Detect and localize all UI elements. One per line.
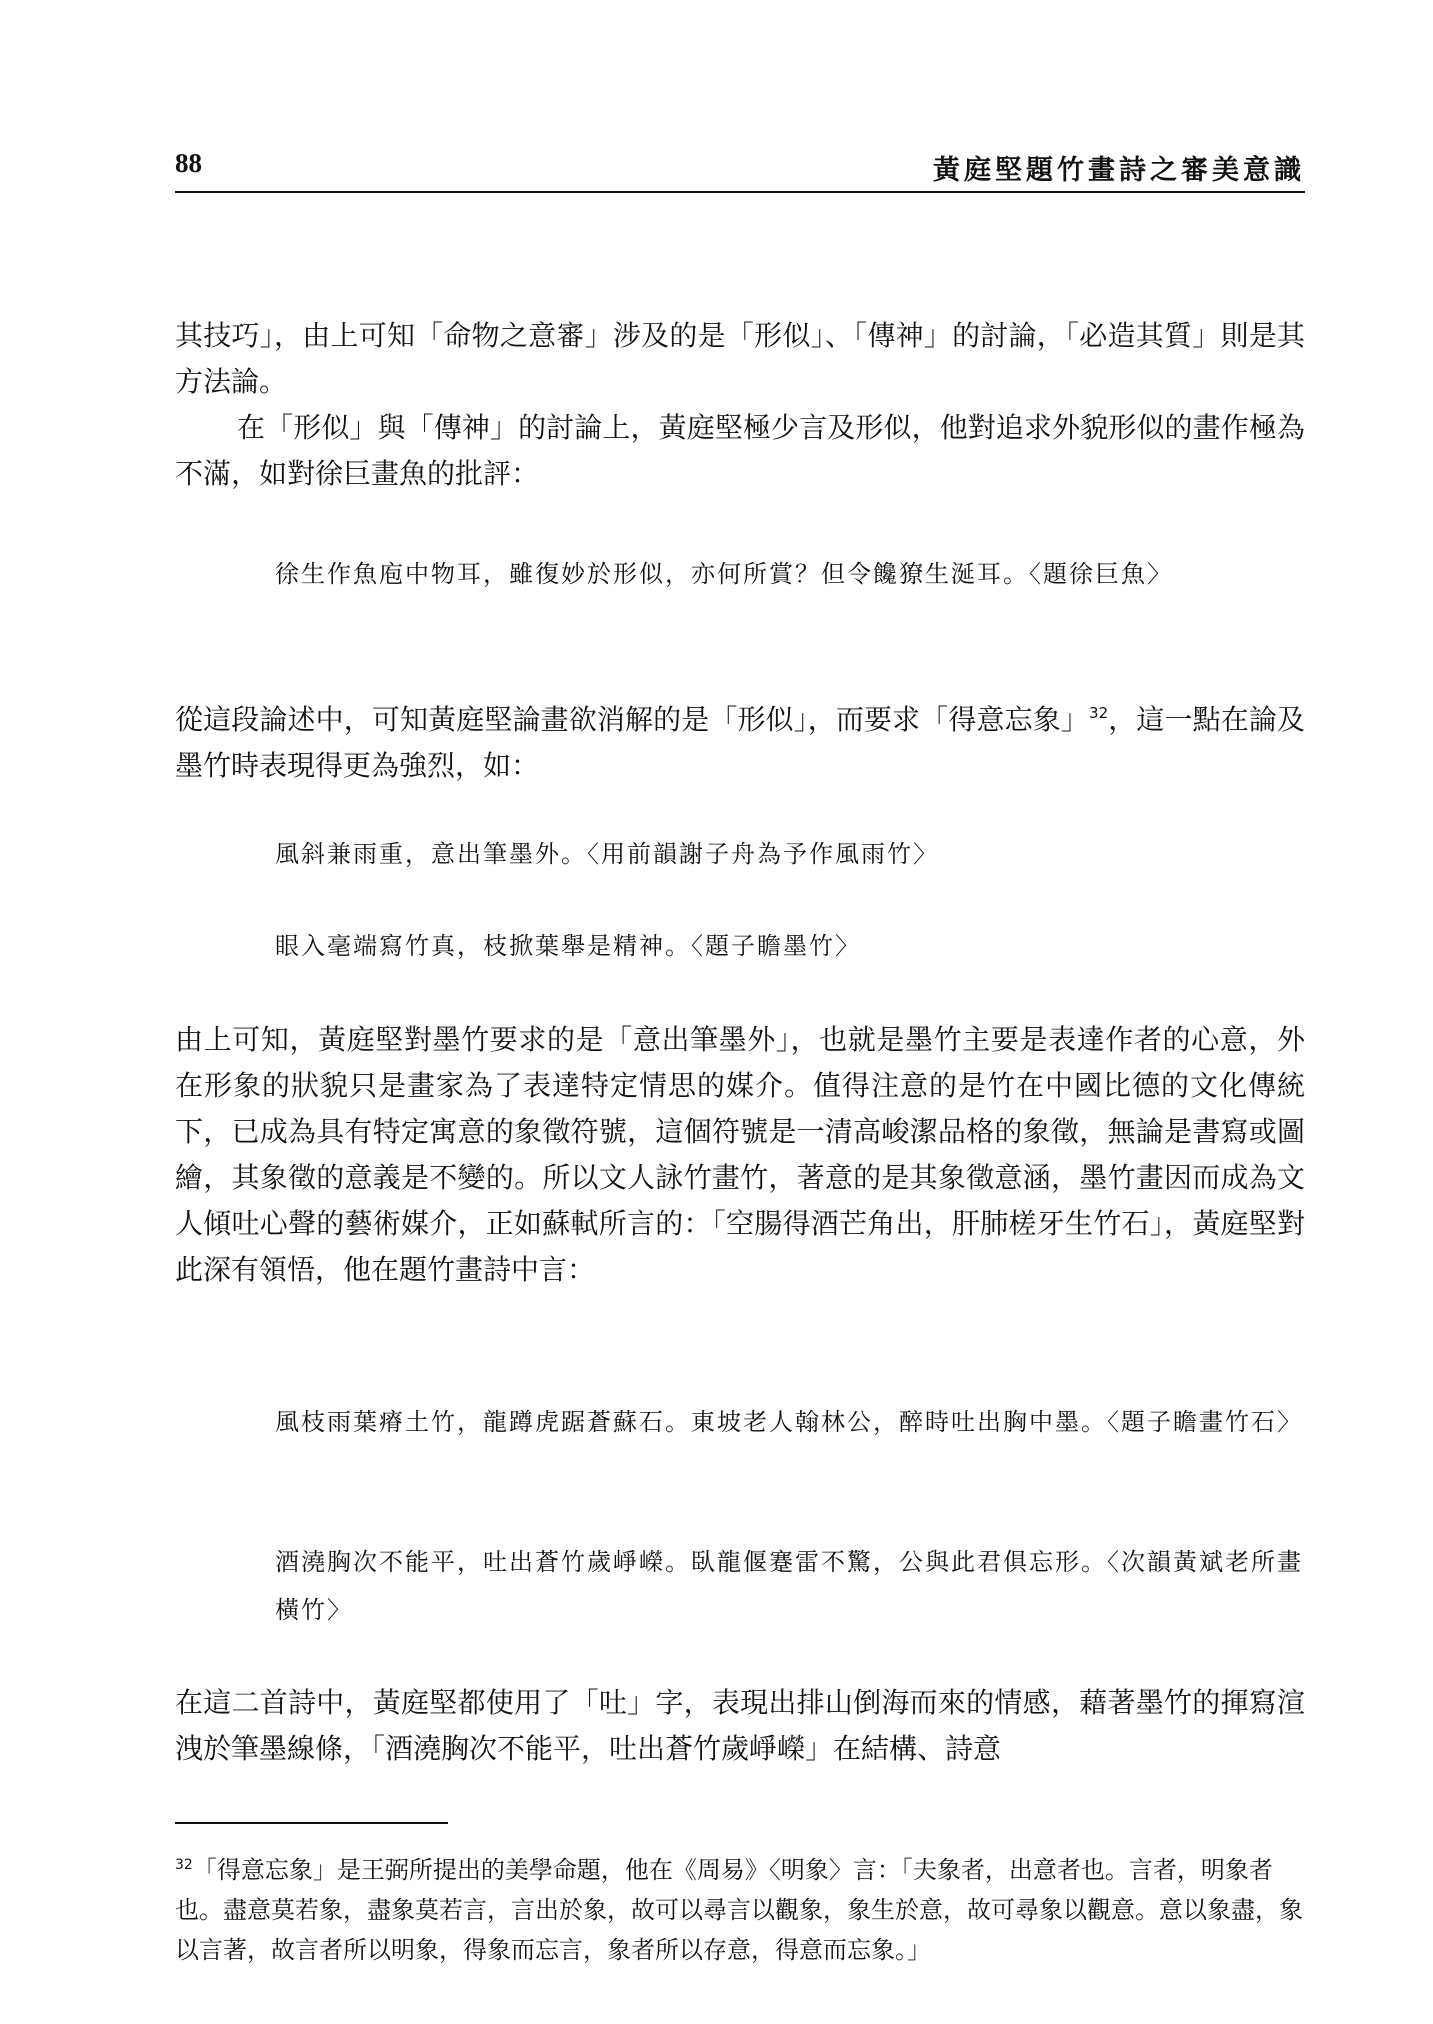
paragraph-3-text-a: 從這段論述中，可知黃庭堅論畫欲消解的是「形似」，而要求「得意忘象」 [175,703,1090,736]
footnote-32 [175,1845,1305,1970]
header-rule [175,191,1305,193]
paragraph-3 [175,690,1305,789]
quote-xu-ju-fish: 徐生作魚庖中物耳，雖復妙於形似，亦何所賞？但令饞獠生涎耳。〈題徐巨魚〉 [275,560,1173,588]
page-number: 88 [175,148,202,178]
paragraph-1: 其技巧」，由上可知「命物之意審」涉及的是「形似」、「傳神」的討論，「必造其質」則是其方法論。 [175,319,1305,398]
quote-zizhan-bamboo-rock: 風枝雨葉瘠土竹，龍蹲虎踞蒼蘇石。東坡老人翰林公，醉時吐出胸中墨。〈題子瞻畫竹石〉 [275,1408,1303,1436]
footnote-rule [175,1822,448,1824]
paragraph-3-text-b: ，這一點在論及墨竹時表現得更為強烈，如： [175,703,1305,782]
paragraph-4: 由上可知，黃庭堅對墨竹要求的是「意出筆墨外」，也就是墨竹主要是表達作者的心意，外在形象的狀貌只是畫家為了表達特定情思的媒介。值得注意的是竹在中國比德的文化傳統下，已成為具有特定寓意的象徵符號，這個符號是一清高峻潔品格的象徵，無論是書寫或圖繪，其象徵的意義是不變的。所以文人詠竹畫竹，著意的是其象徵意涵，墨竹畫因而成為文人傾吐心聲的藝術媒介，正如蘇軾所言的：「空腸得酒芒角出，肝肺槎牙生竹石」，黃庭堅對此深有領悟，他在題竹畫詩中言： [175,1023,1305,1286]
footnote-ref-32: 32 [1089,704,1109,722]
footnote-number: 32 [175,1857,193,1873]
paragraph-5: 在這二首詩中，黃庭堅都使用了「吐」字，表現出排山倒海而來的情感，藉著墨竹的揮寫渲洩於筆墨線條，「酒澆胸次不能平，吐出蒼竹歲崢嶸」在結構、詩意 [175,1686,1305,1765]
quote-huang-binlao-bamboo: 酒澆胸次不能平，吐出蒼竹歲崢嶸。臥龍偃蹇雷不驚，公與此君俱忘形。〈次韻黃斌老所畫橫竹〉 [275,1548,1303,1624]
running-title: 黃庭堅題竹畫詩之審美意識 [933,155,1305,186]
paragraph-2: 在「形似」與「傳神」的討論上，黃庭堅極少言及形似，他對追求外貌形似的畫作極為不滿，如對徐巨畫魚的批評： [175,411,1305,490]
page-header [175,148,1305,192]
footnote-text: 「得意忘象」是王弼所提出的美學命題，他在《周易》〈明象〉言：「夫象者，出意者也。言者，明象者也。盡意莫若象，盡象莫若言，言出於象，故可以尋言以觀象，象生於意，故可尋象以觀意。意以象盡，象以言著，故言者所以明象，得象而忘言，象者所以存意，得意而忘象。」 [175,1856,1303,1964]
quote-wind-rain-bamboo: 風斜兼雨重，意出筆墨外。〈用前韻謝子舟為予作風雨竹〉 [275,840,939,868]
quote-zizhan-ink-bamboo: 眼入毫端寫竹真，枝掀葉舉是精神。〈題子瞻墨竹〉 [275,932,861,960]
